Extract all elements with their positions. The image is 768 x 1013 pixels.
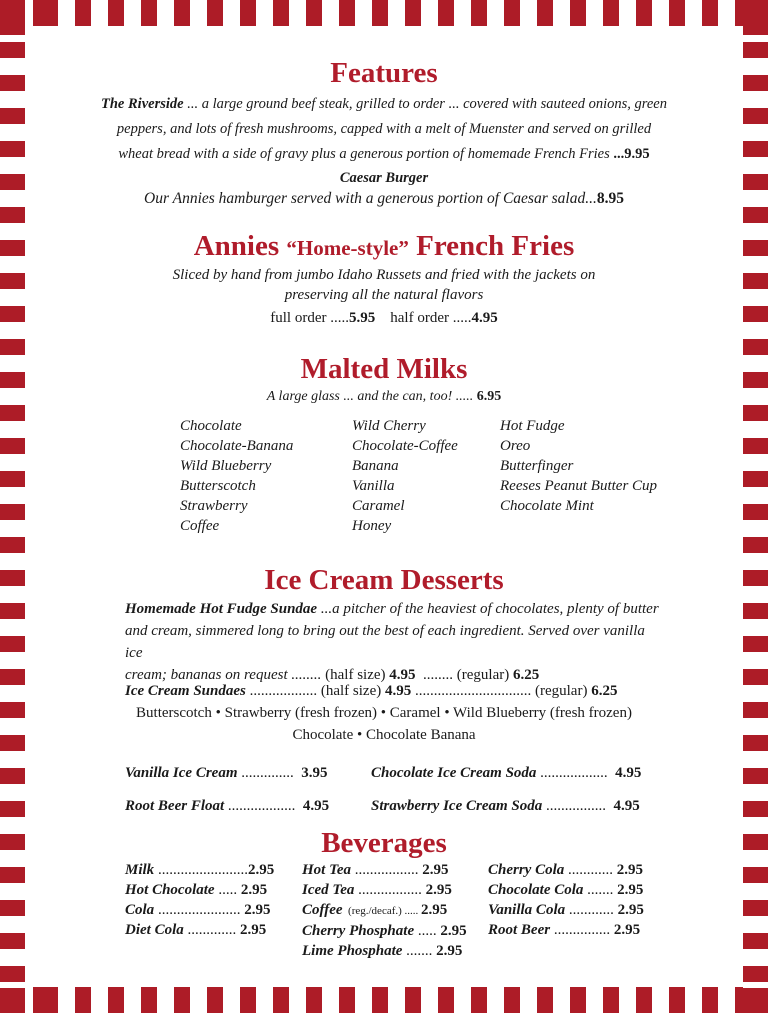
flavor: Banana: [352, 458, 399, 474]
flavors: Chocolate • Chocolate Banana: [292, 727, 476, 743]
price: 2.95: [436, 943, 463, 959]
half-label: (half size): [325, 667, 390, 683]
regular-label: ........ (regular): [415, 667, 513, 683]
n: Strawberry Ice Cream Soda: [371, 798, 543, 814]
dots: .......: [583, 882, 618, 898]
n: Cola: [125, 902, 155, 918]
flavor: Caramel: [352, 498, 405, 514]
flavor: Vanilla: [352, 478, 395, 494]
beverages-col-3: [488, 860, 644, 940]
d: cream; bananas on request ........: [125, 667, 326, 683]
beverage-item: [302, 860, 467, 880]
beverage-item: [302, 900, 467, 921]
t: French Fries: [408, 230, 575, 262]
beverage-item: [125, 900, 274, 920]
dots: ................: [542, 798, 614, 814]
flavor: Oreo: [500, 438, 531, 454]
flavor: Chocolate-Banana: [180, 438, 294, 454]
dessert-item: [125, 796, 329, 816]
caesar-name: Caesar Burger: [339, 170, 429, 186]
flavor: Reeses Peanut Butter Cup: [500, 478, 658, 494]
flavor: Chocolate-Coffee: [352, 438, 458, 454]
dots: .................: [354, 882, 426, 898]
flavor: Strawberry: [180, 498, 248, 514]
desc: wheat bread with a side of gravy plus a generous portion of homemade French Fries: [118, 146, 614, 162]
n: Root Beer: [488, 922, 551, 938]
flavor: Honey: [352, 518, 392, 534]
desc: ... a large ground beef steak, grilled to order ... covered with sauteed onions, green: [183, 96, 667, 112]
malts-subtitle: [0, 386, 768, 408]
price: 2.95: [613, 922, 641, 938]
flavor: Wild Blueberry: [180, 458, 272, 474]
border-corner: [0, 0, 25, 25]
price: 2.95: [240, 882, 268, 898]
n: Cherry Cola: [488, 862, 565, 878]
price: 4.95: [615, 765, 642, 781]
riverside-name: The Riverside: [101, 96, 184, 112]
border-corner: [743, 0, 768, 25]
desserts-title: Ice Cream Desserts: [264, 564, 504, 596]
dots: .....: [414, 923, 441, 939]
n: Lime Phosphate: [302, 943, 403, 959]
n: Milk: [125, 862, 155, 878]
dots: ............: [564, 862, 617, 878]
malts-col-2: [352, 416, 458, 536]
riverside-price: ...9.95: [613, 146, 650, 162]
n: Cherry Phosphate: [302, 923, 415, 939]
price: 2.95: [425, 882, 452, 898]
border-top: [0, 0, 768, 26]
full-order-label: full order .....: [270, 310, 349, 326]
flavor: Butterscotch: [180, 478, 256, 494]
n: Chocolate Cola: [488, 882, 584, 898]
beverage-item: [302, 880, 467, 900]
n: Root Beer Float: [125, 798, 225, 814]
fries-description: [0, 265, 768, 305]
dessert-item: [371, 796, 640, 816]
border-corner: [0, 988, 25, 1013]
n: Chocolate Ice Cream Soda: [371, 765, 537, 781]
d: and cream, simmered long to bring out the best of each ingredient. Served over vanilla ice: [125, 623, 645, 661]
price: 4.95: [302, 798, 330, 814]
full-order-price: 5.95: [349, 310, 376, 326]
beverages-col-1: [125, 860, 274, 940]
flavor: Coffee: [180, 518, 220, 534]
beverage-item: [488, 860, 644, 880]
malts-col-1: [180, 416, 293, 536]
price: 4.95: [613, 798, 640, 814]
dots: .....: [214, 882, 241, 898]
flavors: Butterscotch • Strawberry (fresh frozen) • Caramel • Wild Blueberry (fresh frozen): [136, 705, 632, 721]
dots: ............: [565, 902, 618, 918]
dots: ...............: [550, 922, 614, 938]
malts-col-3: [500, 416, 657, 516]
ice-cream-sundaes: [125, 680, 665, 702]
n: Vanilla Ice Cream: [125, 765, 238, 781]
beverages-col-2: [302, 860, 467, 961]
beverage-item: [125, 880, 274, 900]
malts-title: Malted Milks: [300, 353, 468, 385]
dessert-item: [125, 763, 328, 783]
border-bottom: [0, 987, 768, 1013]
d: ...a pitcher of the heaviest of chocolates, plenty of butter: [317, 601, 659, 617]
malts-price: 6.95: [476, 389, 502, 404]
flavor: Wild Cherry: [352, 418, 426, 434]
caesar-price: 8.95: [596, 190, 624, 207]
half-order-label: half order .....: [390, 310, 472, 326]
beverage-item: [302, 941, 467, 961]
t: Annies: [193, 230, 287, 262]
dots: ........................: [154, 862, 248, 878]
flavor: Hot Fudge: [500, 418, 565, 434]
desc: Our Annies hamburger served with a generous portion of Caesar salad...: [144, 190, 597, 207]
beverage-item: [125, 920, 274, 940]
features-section: [0, 56, 768, 209]
dots: ..............: [237, 765, 302, 781]
malts-section: [0, 352, 768, 408]
sundae-flavors: [0, 702, 768, 746]
dots: ......................: [154, 902, 245, 918]
n: Iced Tea: [302, 882, 355, 898]
price: 2.95: [247, 862, 275, 878]
border-corner: [743, 988, 768, 1013]
price: 2.95: [421, 902, 448, 918]
features-title: Features: [330, 57, 438, 89]
price: 3.95: [301, 765, 328, 781]
price: 6.25: [512, 667, 540, 683]
s: A large glass ... and the can, too! .....: [266, 389, 477, 404]
flavor: Butterfinger: [500, 458, 574, 474]
fries-prices: [0, 310, 768, 327]
caesar-description: [0, 189, 768, 209]
dessert-item: [371, 763, 641, 783]
beverage-item: [302, 921, 467, 941]
n: Hot Chocolate: [125, 882, 215, 898]
d: preserving all the natural flavors: [284, 287, 484, 303]
beverage-item: [488, 920, 644, 940]
beverage-item: [125, 860, 274, 880]
price: 4.95: [389, 667, 416, 683]
price: 2.95: [422, 862, 449, 878]
regular-label: ............................... (regular): [411, 683, 592, 699]
price: 2.95: [616, 862, 644, 878]
price: 4.95: [384, 683, 412, 699]
flavor: Chocolate: [180, 418, 242, 434]
fries-title: [0, 229, 768, 265]
n: Hot Tea: [302, 862, 352, 878]
n: Coffee: [302, 902, 343, 918]
beverages-section: [0, 826, 768, 860]
sundaes-name: Ice Cream Sundaes: [125, 683, 246, 699]
t: “Home-style”: [286, 236, 409, 260]
dots: .......: [402, 943, 437, 959]
dots: .................: [351, 862, 423, 878]
price: 2.95: [617, 902, 644, 918]
n: Vanilla Cola: [488, 902, 566, 918]
price: 2.95: [440, 923, 467, 939]
hot-fudge-sundae: [125, 598, 665, 686]
dots: ..................: [536, 765, 616, 781]
price: 6.25: [591, 683, 618, 699]
d: Sliced by hand from jumbo Idaho Russets and fried with the jackets on: [172, 267, 596, 283]
price: 2.95: [617, 882, 644, 898]
desc: peppers, and lots of fresh mushrooms, capped with a melt of Muenster and served on grilled: [116, 121, 652, 137]
n: Diet Cola: [125, 922, 184, 938]
hot-fudge-name: Homemade Hot Fudge Sundae: [125, 601, 318, 617]
price: 2.95: [244, 902, 271, 918]
dots: ..................: [224, 798, 303, 814]
riverside-description: [0, 92, 768, 167]
half-order-price: 4.95: [471, 310, 498, 326]
flavor: Chocolate Mint: [500, 498, 594, 514]
desserts-section: [0, 563, 768, 597]
fries-section: [0, 229, 768, 327]
note: (reg./decaf.) .....: [342, 905, 422, 917]
beverages-title: Beverages: [321, 827, 447, 859]
dots: .............: [183, 922, 240, 938]
half-label: .................. (half size): [245, 683, 385, 699]
beverage-item: [488, 880, 644, 900]
price: 2.95: [240, 922, 267, 938]
beverage-item: [488, 900, 644, 920]
